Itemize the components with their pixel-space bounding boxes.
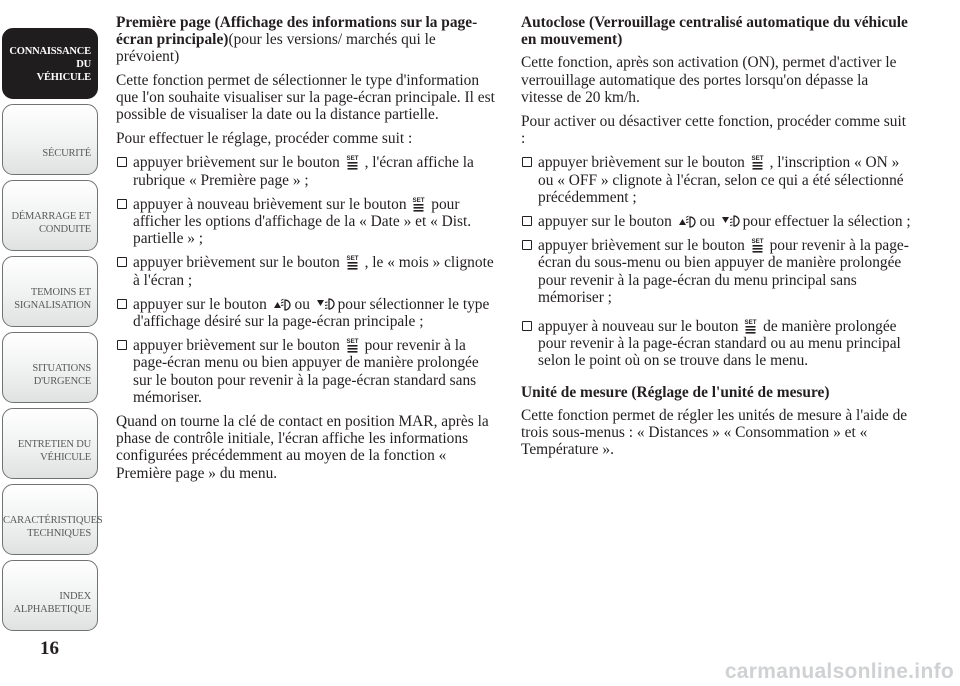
text: de manière prolongée pour revenir à la page-écran standard ou au menu principal selon le point où on se trouve dans le menu. bbox=[538, 318, 901, 370]
up-arrow-light-button-icon bbox=[273, 296, 289, 312]
heading-bold: Unité de mesure (Réglage de l'unité de mesure bbox=[521, 383, 825, 401]
tab-demarrage-et-conduite[interactable] bbox=[2, 180, 98, 251]
text: appuyer brièvement sur le bouton bbox=[538, 154, 745, 172]
section-unite-de-mesure-heading bbox=[521, 384, 911, 401]
tab-label: INDEX ALPHABETIQUE bbox=[13, 591, 91, 615]
left-column bbox=[116, 14, 501, 489]
checkbox-bullet-icon bbox=[522, 216, 532, 226]
tab-securite[interactable] bbox=[2, 104, 98, 175]
text: , le « mois » clignote à l'écran ; bbox=[133, 254, 494, 289]
tab-index-alphabetique[interactable] bbox=[2, 560, 98, 631]
text: appuyer sur le bouton bbox=[538, 213, 672, 231]
set-button-icon bbox=[346, 337, 359, 353]
svg-text:SET: SET bbox=[412, 196, 425, 204]
text: ou bbox=[699, 213, 715, 231]
checkbox-bullet-icon bbox=[522, 157, 532, 167]
section-premiere-page-heading bbox=[116, 14, 501, 66]
paragraph: Cette fonction permet de régler les unités de mesure à l'aide de trois sous-menus : « Distances » « Consommation » et « Température ». bbox=[521, 406, 908, 459]
tab-caracteristiques-techniques[interactable] bbox=[2, 484, 103, 555]
text: pour sélectionner le type d'affichage désiré sur la page-écran principale ; bbox=[133, 295, 490, 331]
text: appuyer brièvement sur le bouton bbox=[133, 154, 340, 172]
svg-text:SET: SET bbox=[751, 238, 764, 246]
set-button-icon bbox=[751, 154, 764, 170]
paragraph: Pour effectuer le réglage, procéder comme suit : bbox=[116, 130, 413, 148]
checkbox-bullet-icon bbox=[522, 321, 532, 331]
checkbox-bullet-icon bbox=[522, 240, 532, 250]
list-item bbox=[116, 296, 501, 330]
text: appuyer à nouveau brièvement sur le bouton bbox=[133, 195, 407, 213]
heading-note: (pour les versions/ marchés qui le prévoient) bbox=[116, 31, 436, 66]
set-button-icon bbox=[751, 237, 764, 253]
down-arrow-light-button-icon bbox=[721, 213, 737, 229]
tab-temoins-et-signalisation[interactable] bbox=[2, 256, 98, 327]
text: ou bbox=[294, 295, 310, 313]
paragraph: Pour activer ou désactiver cette fonction, procéder comme suit : bbox=[521, 113, 907, 148]
list-item bbox=[116, 254, 501, 288]
text: appuyer brièvement sur le bouton bbox=[133, 337, 340, 355]
tab-label: SITUATIONS D'URGENCE bbox=[32, 363, 91, 387]
list-item bbox=[521, 318, 911, 370]
tab-label: CARACTÉRISTIQUES TECHNIQUES bbox=[3, 515, 103, 539]
tab-label: TEMOINS ET SIGNALISATION bbox=[14, 287, 91, 311]
checkbox-bullet-icon bbox=[117, 199, 127, 209]
text: pour revenir à la page-écran menu ou bien appuyer de manière prolongée sur le bouton pour revenir à la page-écran standard sans mémoriser. bbox=[133, 337, 479, 406]
svg-text:SET: SET bbox=[346, 255, 359, 263]
chapter-tabs bbox=[0, 0, 103, 640]
text: appuyer brièvement sur le bouton bbox=[538, 237, 745, 255]
checkbox-bullet-icon bbox=[117, 257, 127, 267]
text: appuyer à nouveau sur le bouton bbox=[538, 318, 739, 336]
set-button-icon bbox=[744, 318, 757, 334]
checkbox-bullet-icon bbox=[117, 157, 127, 167]
svg-text:SET: SET bbox=[346, 155, 359, 163]
tab-situations-d-urgence[interactable] bbox=[2, 332, 98, 403]
svg-text:SET: SET bbox=[744, 319, 757, 327]
svg-text:SET: SET bbox=[751, 155, 764, 163]
up-arrow-light-button-icon bbox=[678, 213, 694, 229]
right-column bbox=[521, 14, 911, 465]
heading-close: ) bbox=[617, 31, 623, 49]
text: , l'inscription « ON » ou « OFF » clignote à l'écran, selon ce qui a été sélectionné précédemment ; bbox=[538, 154, 904, 206]
set-button-icon bbox=[346, 154, 359, 170]
tab-connaissance-du-vehicule[interactable] bbox=[2, 28, 98, 99]
list-item bbox=[521, 237, 911, 306]
paragraph: Quand on tourne la clé de contact en position MAR, après la phase de contrôle initiale, l'écran affiche les informations configurées précédemment au moyen de la fonction « Première page » du menu. bbox=[116, 413, 489, 482]
watermark: carmanualsonline.info bbox=[724, 660, 954, 683]
section-autoclose-heading bbox=[521, 14, 911, 48]
list-item bbox=[521, 213, 911, 230]
text: pour effectuer la sélection ; bbox=[742, 213, 911, 231]
set-button-icon bbox=[412, 196, 425, 212]
tab-entretien-du-vehicule[interactable] bbox=[2, 408, 98, 479]
checkbox-bullet-icon bbox=[117, 340, 127, 350]
page-number: 16 bbox=[40, 638, 59, 659]
text: , l'écran affiche la rubrique « Première page » ; bbox=[133, 154, 474, 189]
set-button-icon bbox=[346, 254, 359, 270]
down-arrow-light-button-icon bbox=[316, 296, 332, 312]
text: appuyer brièvement sur le bouton bbox=[133, 254, 340, 272]
tab-label: CONNAISSANCE DU VÉHICULE bbox=[9, 46, 91, 83]
text: pour afficher les options d'affichage de la « Date » et « Dist. partielle » ; bbox=[133, 195, 472, 248]
tab-label: ENTRETIEN DU VÉHICULE bbox=[17, 439, 91, 463]
svg-text:SET: SET bbox=[346, 338, 359, 346]
text: pour revenir à la page-écran du sous-menu ou bien appuyer de manière prolongée pour revenir à la page-écran du menu principal sans mémoriser ; bbox=[538, 237, 909, 306]
list-item bbox=[521, 154, 911, 206]
heading-bold: Première page (Affichage des informations sur la page-écran principale bbox=[116, 14, 478, 49]
list-item bbox=[116, 154, 501, 188]
heading-bold: Autoclose (Verrouillage centralisé automatique du véhicule en mouvement bbox=[521, 14, 908, 49]
list-item bbox=[116, 337, 501, 406]
paragraph: Cette fonction permet de sélectionner le type d'information que l'on souhaite visualiser sur la page-écran principale. Il est possible de visualiser la date ou la distance partielle. bbox=[116, 71, 495, 124]
heading-close: ) bbox=[824, 383, 830, 401]
list-item bbox=[116, 196, 501, 248]
text: appuyer sur le bouton bbox=[133, 295, 267, 313]
checkbox-bullet-icon bbox=[117, 299, 127, 309]
paragraph: Cette fonction, après son activation (ON), permet d'activer le verrouillage automatique des portes lorsqu'on dépasse la vitesse de 20 km/h. bbox=[521, 54, 897, 106]
tab-label: SÉCURITÉ bbox=[42, 148, 91, 159]
tab-label: DÉMARRAGE ET CONDUITE bbox=[11, 211, 91, 235]
heading-close: ) bbox=[223, 31, 229, 49]
